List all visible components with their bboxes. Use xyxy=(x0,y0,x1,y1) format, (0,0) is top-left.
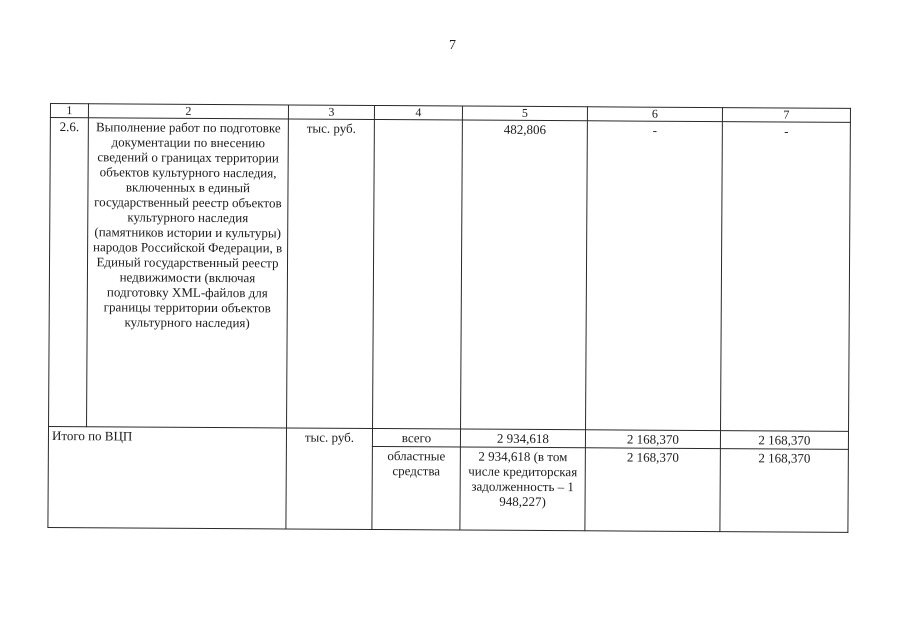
column-header-7: 7 xyxy=(722,108,850,123)
row-number: 2.6. xyxy=(49,118,89,427)
total-source-regional: областные средства xyxy=(372,446,461,530)
column-header-1: 1 xyxy=(50,104,88,118)
column-header-6: 6 xyxy=(587,107,722,122)
column-header-2: 2 xyxy=(88,104,288,119)
total-label: Итого по ВЦП xyxy=(48,426,287,528)
row-unit: тыс. руб. xyxy=(287,119,375,429)
column-header-4: 4 xyxy=(374,105,462,120)
total-all-col5: 2 934,618 xyxy=(460,429,585,448)
total-source-all: всего xyxy=(372,428,460,447)
total-regional-col5: 2 934,618 (в том числе кредиторская задолженность – 1 948,227) xyxy=(460,447,586,531)
total-all-col6: 2 168,370 xyxy=(585,430,720,449)
row-description: Выполнение работ по подготовке документации по внесению сведений о границах территории объектов культурного наследия, включенных в единый государственный реестр объектов культурного наследия (памятников истории и культуры) народов Российской Федерации, в Единый государственный реестр недвижимости (включая подготовку XML-файлов для границы территории объектов культурного наследия) xyxy=(87,118,289,428)
total-all-col7: 2 168,370 xyxy=(720,431,848,450)
column-header-5: 5 xyxy=(462,106,587,121)
row-value-col7: - xyxy=(721,122,851,432)
row-funding-source xyxy=(373,119,463,429)
total-row-all xyxy=(48,426,848,449)
page-number: 7 xyxy=(449,38,456,53)
total-unit: тыс. руб. xyxy=(286,428,373,530)
row-value-col6: - xyxy=(586,121,723,431)
total-regional-col7: 2 168,370 xyxy=(720,449,849,533)
column-header-3: 3 xyxy=(288,105,374,120)
budget-table xyxy=(47,103,851,533)
row-value-col5: 482,806 xyxy=(461,120,588,430)
table-row-2-6 xyxy=(49,118,851,432)
total-regional-col6: 2 168,370 xyxy=(585,448,721,532)
